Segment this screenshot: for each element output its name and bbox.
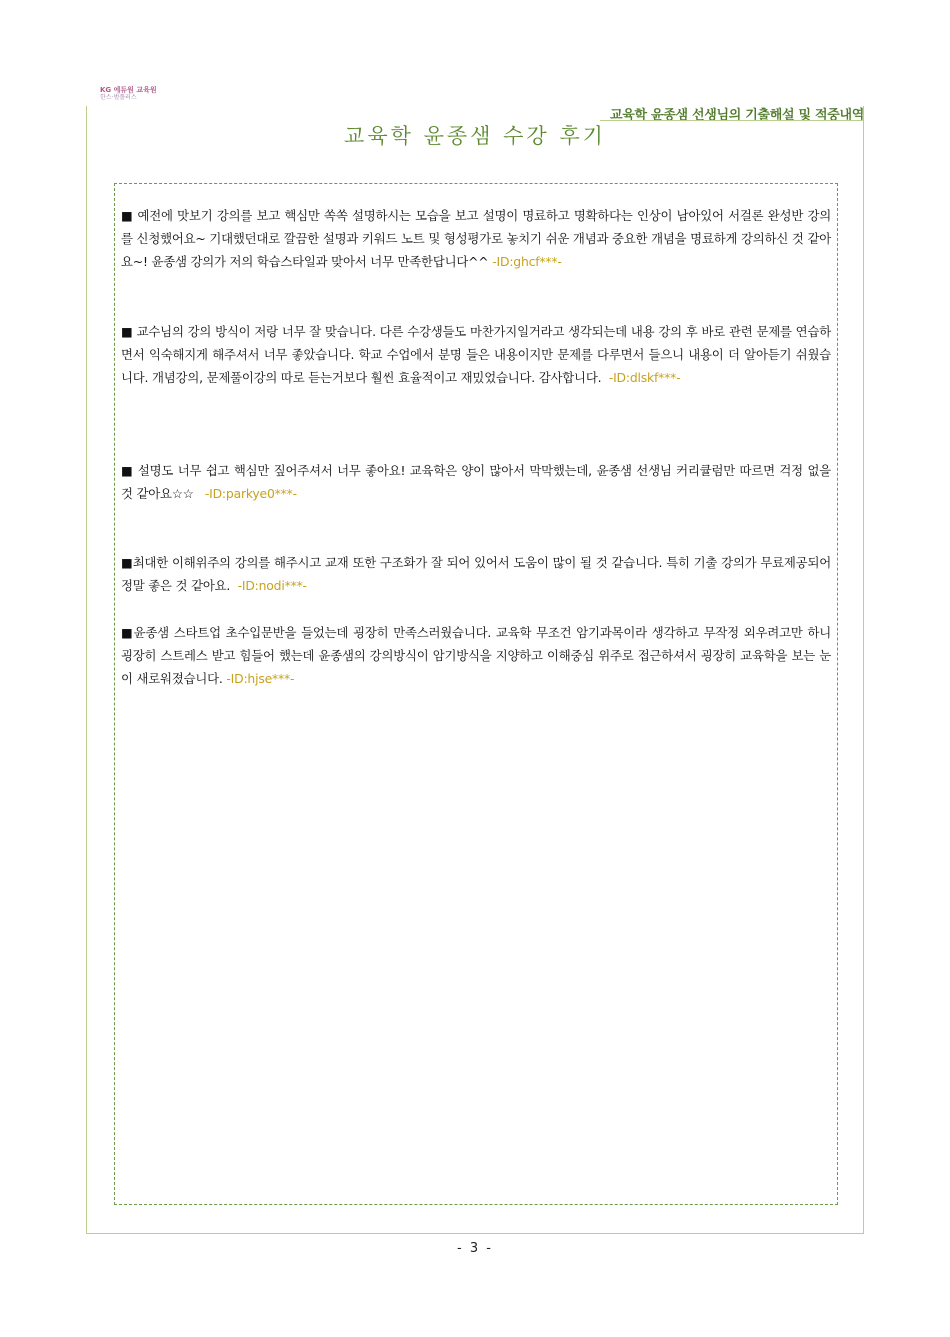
review-user-id: -ID:nodi***- <box>237 578 307 594</box>
review-text: ■ 예전에 맛보기 강의를 보고 핵심만 쏙쏙 설명하시는 모습을 보고 설명이 명료하고 명확하다는 인상이 남아있어 서걸론 완성반 강의를 신청했어요~ 기대했던대로 깔끔한 설명과 키워드 노트 및 형성평가로 놓치기 쉬운 개념과 중요한 개념을 명료하게 강의하신 것 같아요~! 윤종샘 강의가 저의 학습스타일과 맞아서 너무 만족한답니다^^ <box>121 208 831 270</box>
review-item <box>121 621 831 691</box>
review-user-id: -ID:hjse***- <box>226 671 295 687</box>
review-text: ■ 교수님의 강의 방식이 저랑 너무 잘 맞습니다. 다른 수강생들도 마찬가지일거라고 생각되는데 내용 강의 후 바로 관련 문제를 연습하면서 익숙해지게 해주셔서 너무 좋았습니다. 학교 수업에서 분명 들은 내용이지만 문제를 다루면서 들으니 내용이 더 알아듣기 쉬웠습니다. 개념강의, 문제풀이강의 따로 듣는거보다 훨씬 효율적이고 재밌었습니다. 감사합니다. <box>121 324 831 386</box>
logo-sub-text: 한스·범플러스 <box>100 94 137 101</box>
running-header-title: 교육학 윤종샘 선생님의 기출해설 및 적중내역 <box>609 108 864 123</box>
review-user-id: -ID:parkye0***- <box>204 486 297 502</box>
page-number: - 3 - <box>457 1241 493 1256</box>
review-item <box>121 204 831 274</box>
review-item <box>121 459 831 505</box>
review-text: ■윤종샘 스타트업 초수입문반을 들었는데 굉장히 만족스러웠습니다. 교육학 무조건 암기과목이라 생각하고 무작정 외우려고만 하니 굉장히 스트레스 받고 힘들어 했는데 윤종샘의 강의방식이 암기방식을 지양하고 이해중심 위주로 접근하셔서 굉장히 교육학을 보는 눈이 새로워졌습니다. <box>121 625 831 687</box>
review-text: ■최대한 이해위주의 강의를 해주시고 교재 또한 구조화가 잘 되어 있어서 도움이 많이 될 것 같습니다. 특히 기출 강의가 무료제공되어 정말 좋은 것 같아요. <box>121 555 831 594</box>
publisher-logo <box>100 86 160 106</box>
review-text: ■ 설명도 너무 쉽고 핵심만 짚어주셔서 너무 좋아요! 교육학은 양이 많아서 막막했는데, 윤종샘 선생님 커리큘럼만 따르면 걱정 없을 것 같아요☆☆ <box>121 463 831 502</box>
page-title: 교육학 윤종샘 수강 후기 <box>344 124 606 148</box>
review-item <box>121 551 831 597</box>
review-user-id: -ID:dlskf***- <box>608 370 681 386</box>
logo-brand-text: KG 에듀원 교육원 <box>100 86 157 94</box>
review-user-id: -ID:ghcf***- <box>492 254 562 270</box>
review-item <box>121 320 831 390</box>
